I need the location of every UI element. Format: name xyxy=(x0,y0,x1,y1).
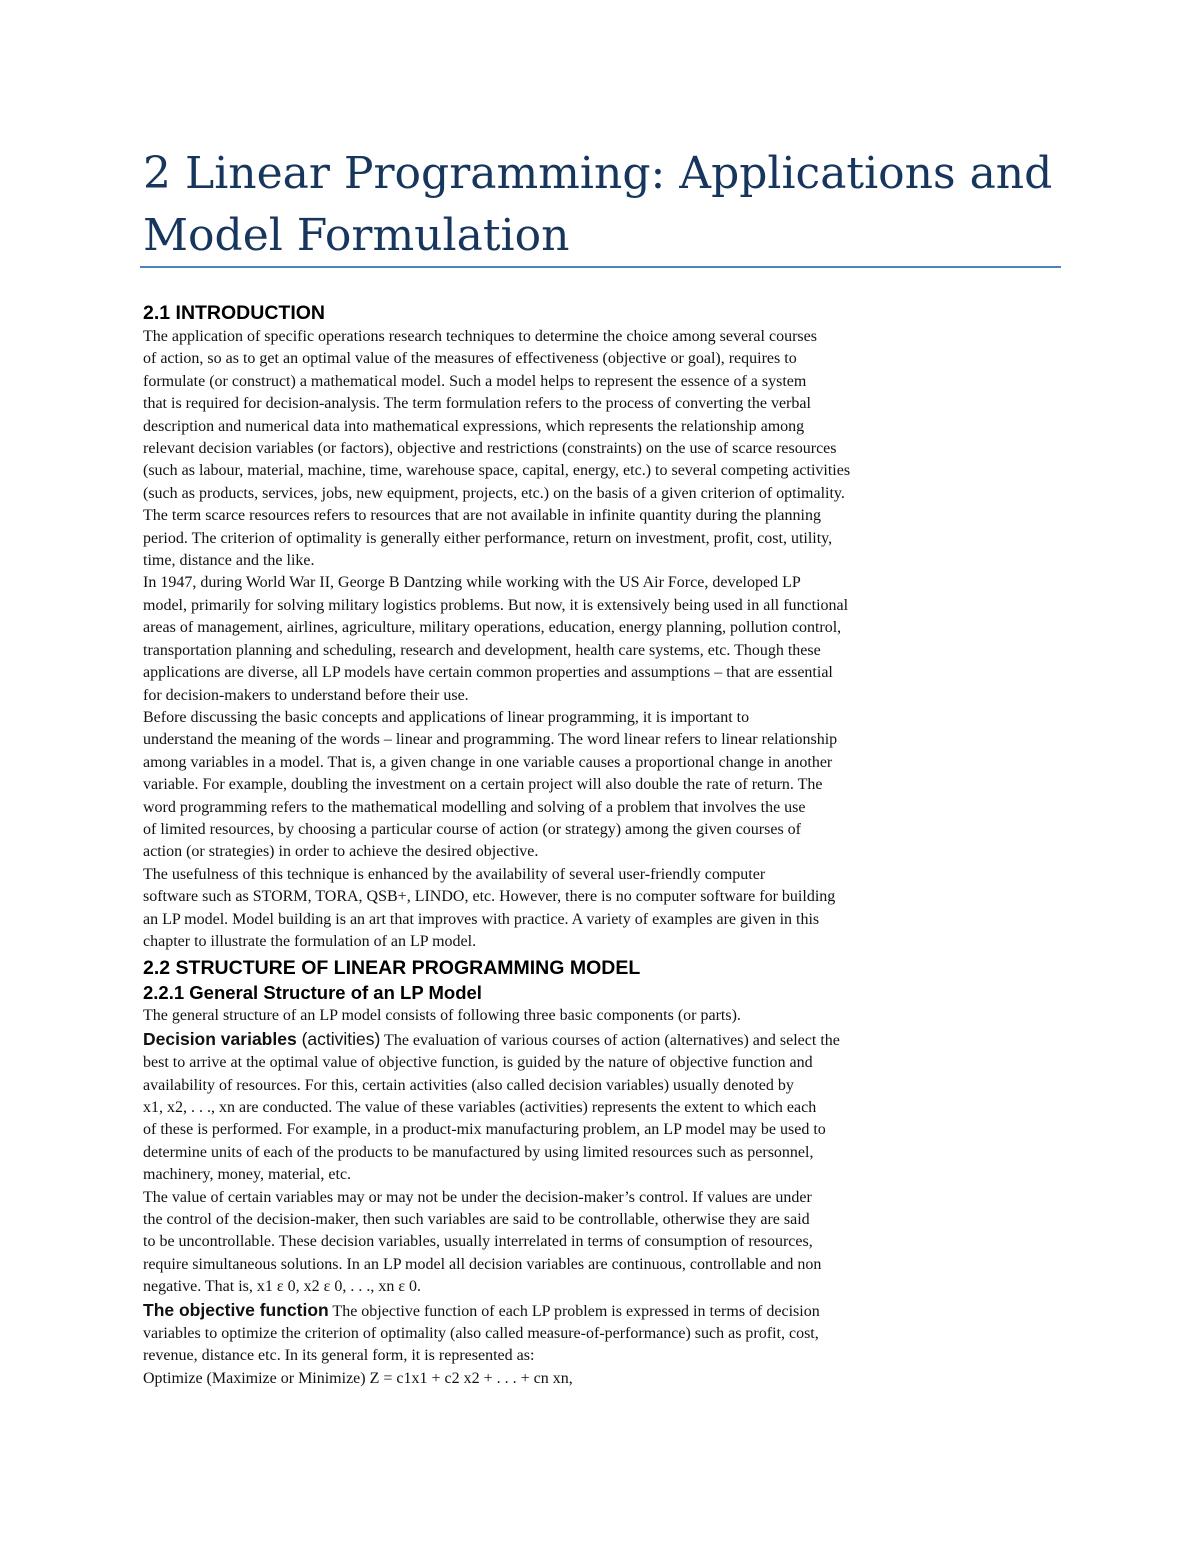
decision-variables-label: Decision variables (activities) xyxy=(143,1028,381,1049)
text-line: revenue, distance etc. In its general form, it is represented as: xyxy=(143,1347,535,1365)
decision-variables-first-line: Decision variables (activities) The evaluation of various courses of action (alternatives) and select the xyxy=(143,1028,840,1049)
text-line: action (or strategies) in order to achieve the desired objective. xyxy=(143,843,539,861)
text-line: (such as labour, material, machine, time, warehouse space, capital, energy, etc.) to several competing activities xyxy=(143,462,851,480)
title-line-1: 2 Linear Programming: Applications and xyxy=(143,148,1053,199)
section-heading-structure: 2.2 STRUCTURE OF LINEAR PROGRAMMING MODEL xyxy=(143,957,641,980)
text-line: machinery, money, material, etc. xyxy=(143,1166,352,1184)
text-line: that is required for decision-analysis. The term formulation refers to the process of converting the verbal xyxy=(143,395,811,413)
title-line-2: Model Formulation xyxy=(143,210,570,261)
section-heading-introduction: 2.1 INTRODUCTION xyxy=(143,302,326,324)
subsection-heading-general-structure: 2.2.1 General Structure of an LP Model xyxy=(143,982,482,1004)
document-title xyxy=(143,143,1073,267)
text-line: for decision-makers to understand before their use. xyxy=(143,686,469,704)
text-line: of limited resources, by choosing a particular course of action (or strategy) among the given courses of xyxy=(143,820,802,838)
text-line: word programming refers to the mathematical modelling and solving of a problem that involves the use xyxy=(143,798,806,816)
text-line: period. The criterion of optimality is generally either performance, return on investment, profit, cost, utility, xyxy=(143,529,833,547)
objective-function-label: The objective function xyxy=(143,1299,329,1320)
document-body xyxy=(143,301,1043,1390)
text-line: areas of management, airlines, agriculture, military operations, education, energy planning, pollution control, xyxy=(143,619,842,637)
text-line: to be uncontrollable. These decision variables, usually interrelated in terms of consumption of resources, xyxy=(143,1233,813,1251)
text-line: description and numerical data into mathematical expressions, which represents the relationship among xyxy=(143,417,805,435)
text-line: model, primarily for solving military logistics problems. But now, it is extensively being used in all functional xyxy=(143,596,849,614)
text-line: Optimize (Maximize or Minimize) Z = c1x1 + c2 x2 + . . . + cn xn, xyxy=(143,1369,573,1387)
text-line: relevant decision variables (or factors), objective and restrictions (constraints) on the use of scarce resources xyxy=(143,440,837,458)
text-line: The value of certain variables may or may not be under the decision-maker’s control. If values are under xyxy=(143,1188,812,1206)
text-line: determine units of each of the products to be manufactured by using limited resources such as personnel, xyxy=(143,1143,814,1161)
text-line: chapter to illustrate the formulation of an LP model. xyxy=(143,932,477,950)
text-line: the control of the decision-maker, then such variables are said to be controllable, otherwise they are said xyxy=(143,1211,810,1229)
text-line: The term scarce resources refers to resources that are not available in infinite quantity during the planning xyxy=(143,507,821,525)
text-line: best to arrive at the optimal value of objective function, is guided by the nature of objective function and xyxy=(143,1054,813,1072)
text-line: require simultaneous solutions. In an LP model all decision variables are continuous, controllable and non xyxy=(143,1255,822,1273)
text-line: The usefulness of this technique is enhanced by the availability of several user-friendly computer xyxy=(143,865,766,883)
text-line: transportation planning and scheduling, research and development, health care systems, etc. Though these xyxy=(143,641,821,659)
decision-variables-paragraphs xyxy=(143,1052,1043,1298)
text-line: Before discussing the basic concepts and applications of linear programming, it is important to xyxy=(143,708,750,726)
text-line: applications are diverse, all LP models have certain common properties and assumptions – that are essential xyxy=(143,664,833,682)
text-line: x1, x2, . . ., xn are conducted. The value of these variables (activities) represents the extent to which each xyxy=(143,1099,817,1116)
text-line: an LP model. Model building is an art that improves with practice. A variety of examples are given in this xyxy=(143,910,820,928)
text-line: formulate (or construct) a mathematical model. Such a model helps to represent the essence of a system xyxy=(143,372,807,390)
text-line: understand the meaning of the words – linear and programming. The word linear refers to linear relationship xyxy=(143,731,838,749)
text-line: negative. That is, x1 ε 0, x2 ε 0, . . ., xn ε 0. xyxy=(143,1278,422,1296)
text-line: variable. For example, doubling the investment on a certain project will also double the rate of return. The xyxy=(143,776,823,794)
text-line: availability of resources. For this, certain activities (also called decision variables) usually denoted by xyxy=(143,1076,794,1094)
text-line: (such as products, services, jobs, new equipment, projects, etc.) on the basis of a given criterion of optimality. xyxy=(143,484,845,502)
text-line: of these is performed. For example, in a product-mix manufacturing problem, an LP model may be used to xyxy=(143,1121,826,1139)
introduction-paragraphs xyxy=(143,326,1043,953)
title-underline xyxy=(140,266,1061,268)
objective-function-paragraphs xyxy=(143,1323,1043,1390)
text-line: of action, so as to get an optimal value of the measures of effectiveness (objective or goal), requires to xyxy=(143,350,797,368)
text-line: variables to optimize the criterion of optimality (also called measure-of-performance) such as profit, cost, xyxy=(143,1325,819,1343)
text-line: time, distance and the like. xyxy=(143,552,315,570)
text-line: among variables in a model. That is, a given change in one variable causes a proportional change in another xyxy=(143,753,833,771)
text-line: The application of specific operations research techniques to determine the choice among several courses xyxy=(143,328,817,345)
objective-function-first-line: The objective function The objective function of each LP problem is expressed in terms of decision xyxy=(143,1299,820,1320)
text-line: software such as STORM, TORA, QSB+, LINDO, etc. However, there is no computer software for building xyxy=(143,888,836,906)
structure-intro-line: The general structure of an LP model consists of following three basic components (or parts). xyxy=(143,1007,741,1025)
text-line: In 1947, during World War II, George B Dantzing while working with the US Air Force, developed LP xyxy=(143,574,801,592)
